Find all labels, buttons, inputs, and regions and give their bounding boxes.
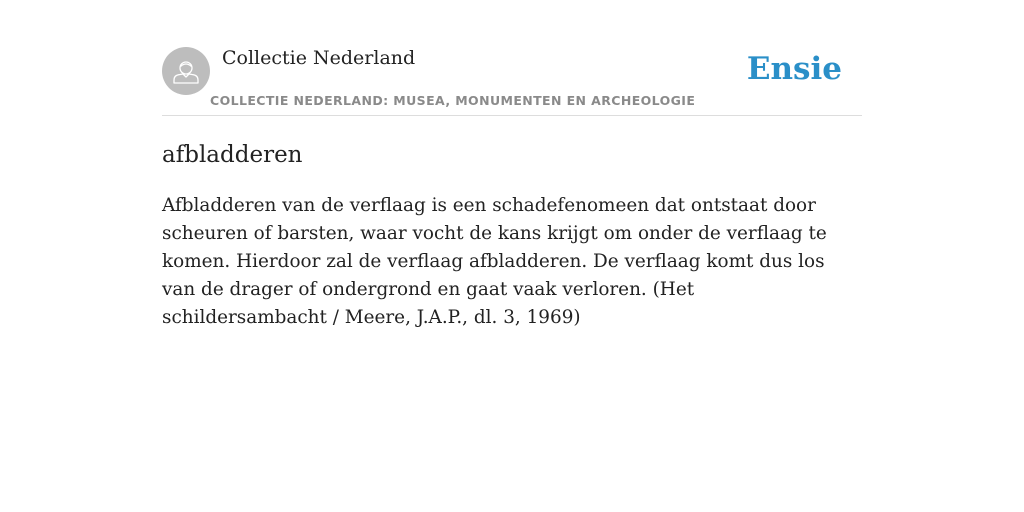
definition-text: Afbladderen van de verflaag is een schadefenomeen dat ontstaat door scheuren of barsten, waar vocht de kans krijgt om onder de verflaag te komen. Hierdoor zal de verflaag afbladderen. De verflaag komt dus los van de drager of ondergrond en gaat vaak verloren. (Het schildersambacht / Meere, J.A.P., dl. 3, 1969)	[162, 195, 827, 328]
author-subtitle-link[interactable]: COLLECTIE NEDERLAND: MUSEA, MONUMENTEN EN ARCHEOLOGIE	[210, 93, 696, 108]
user-silhouette-icon	[162, 47, 210, 95]
term-title: afbladderen	[162, 142, 303, 168]
author-header	[162, 0, 862, 116]
page-container	[162, 0, 862, 512]
ensie-logo[interactable]: Ensie	[746, 51, 842, 87]
author-avatar[interactable]	[162, 47, 210, 95]
author-name-link[interactable]: Collectie Nederland	[222, 47, 416, 69]
